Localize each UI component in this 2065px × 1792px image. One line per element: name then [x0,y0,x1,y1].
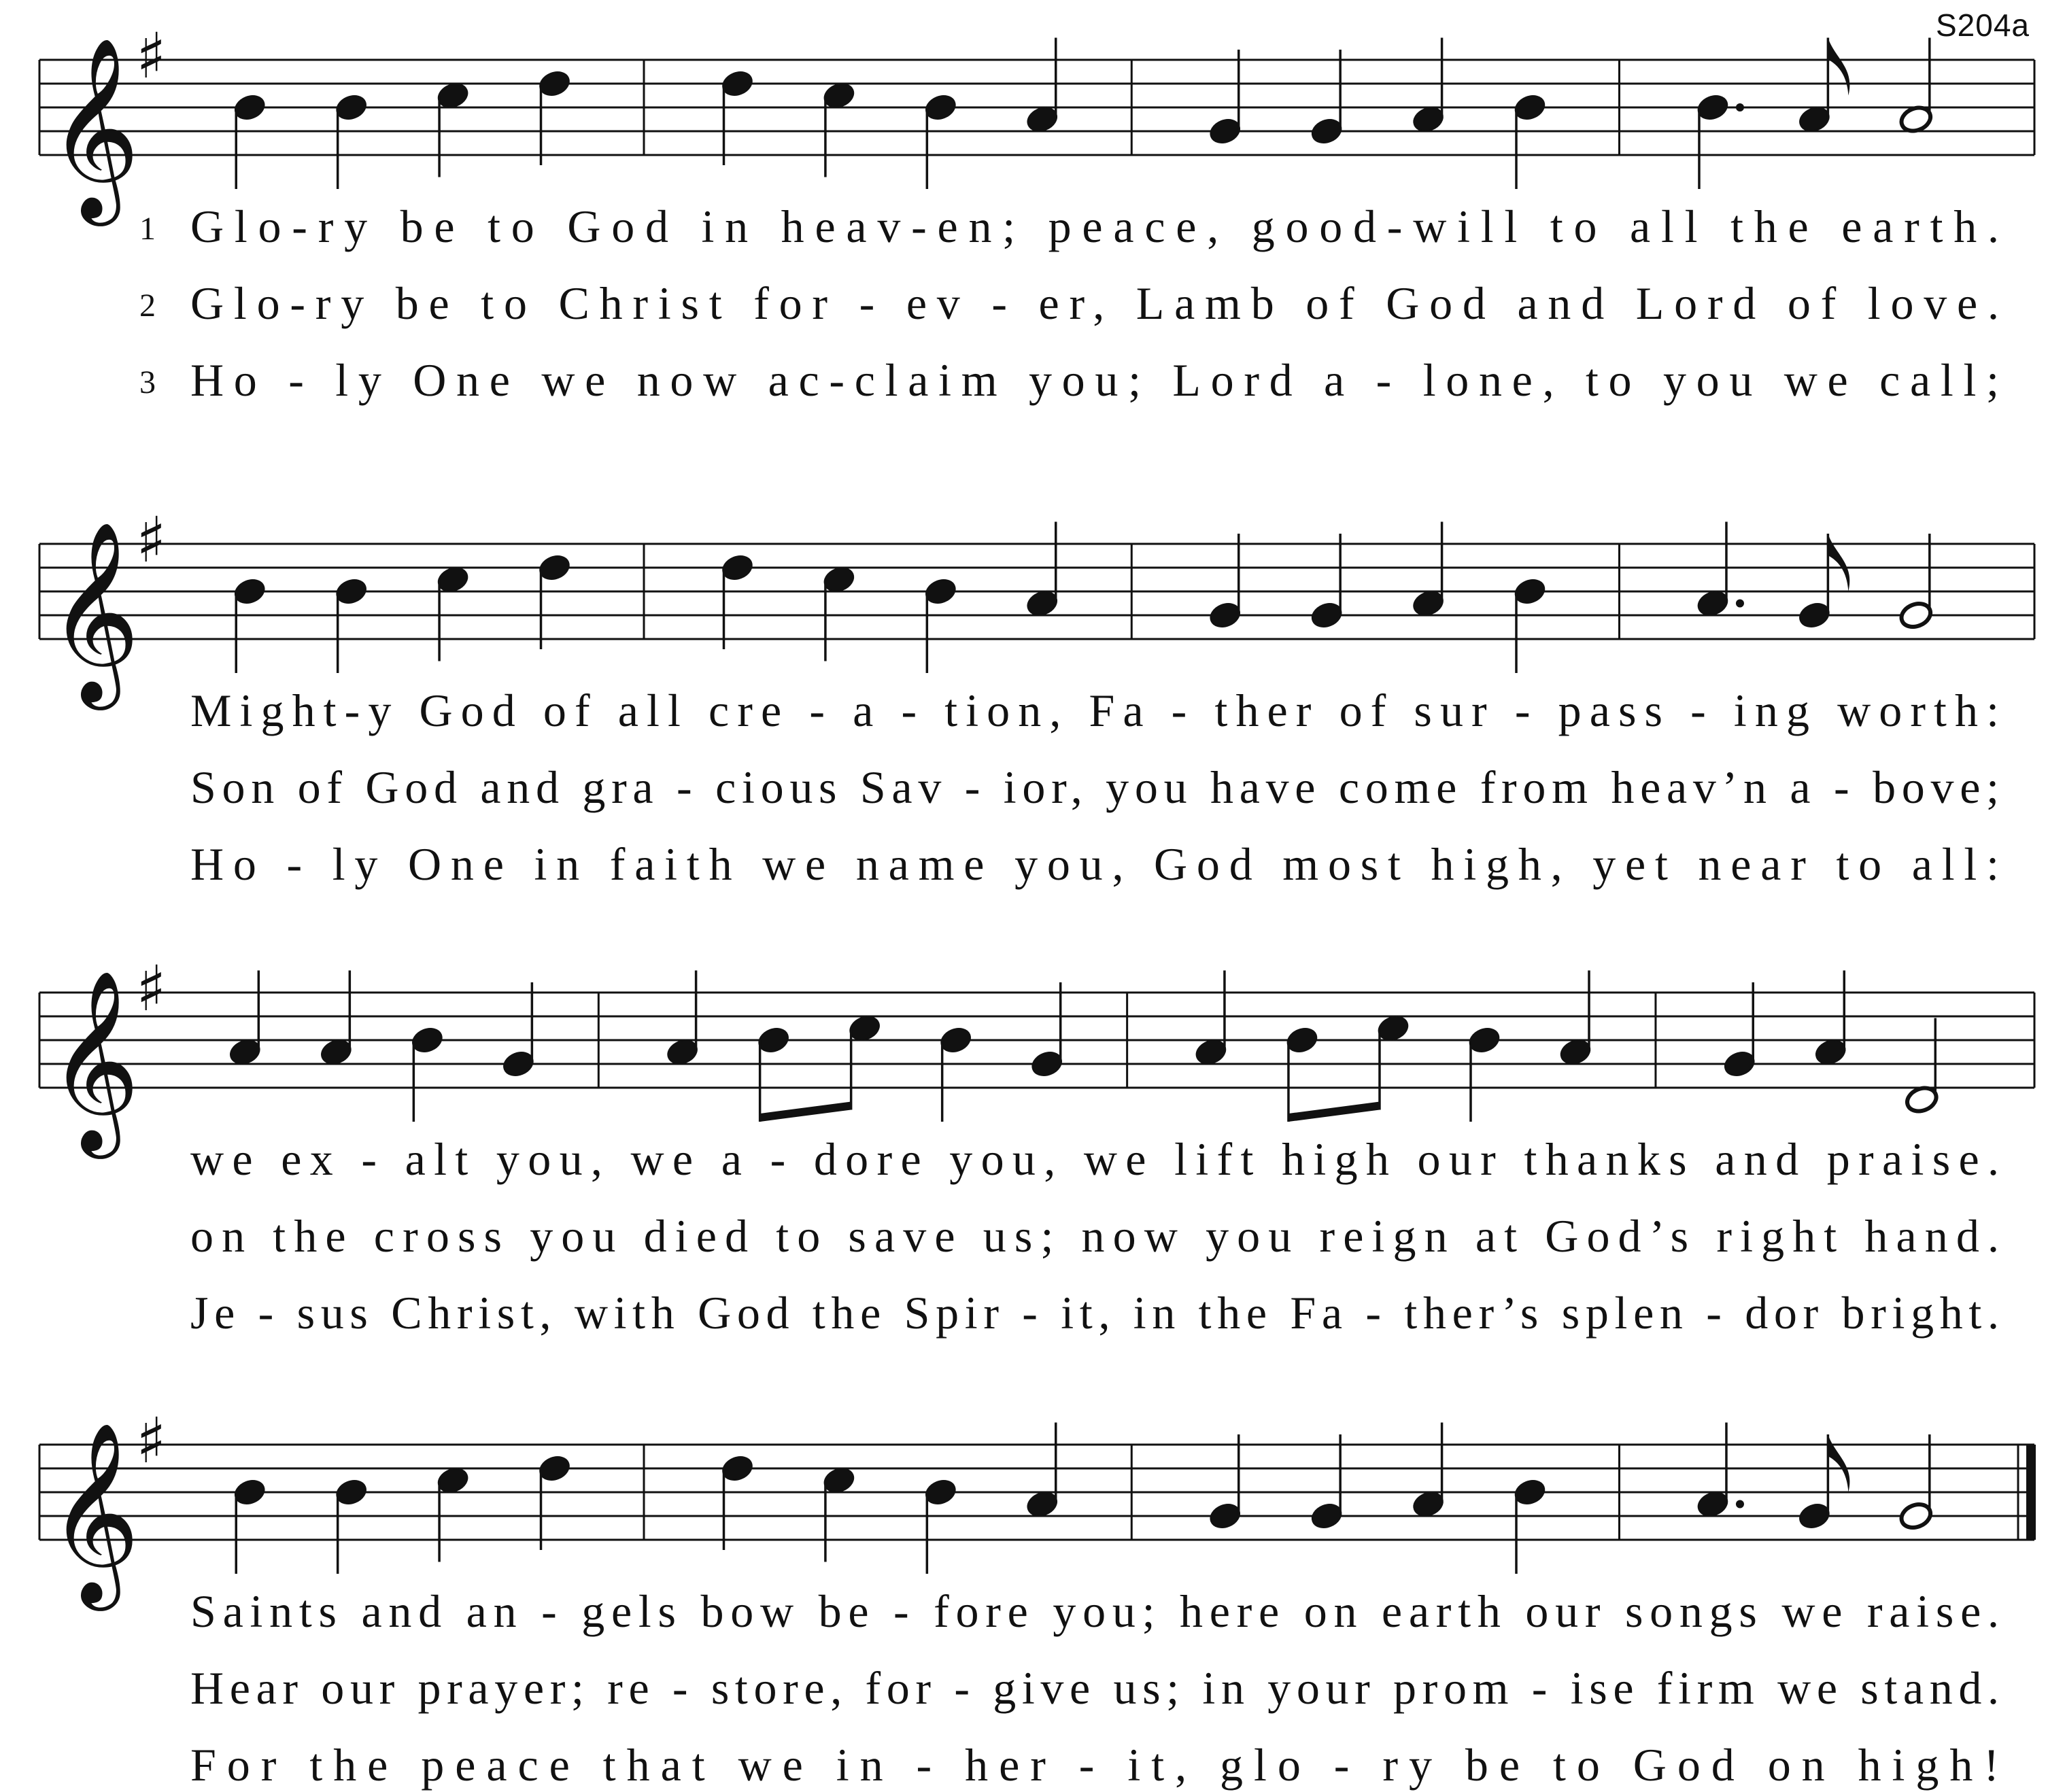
verse-number: 2 [139,288,156,324]
lyric-line: Son of God and gra - cious Sav - ior, you have come from heav’n a - bove; [190,761,1999,813]
treble-clef-icon: 𝄞 [48,37,140,218]
key-signature-sharp-icon: ♯ [136,1405,167,1477]
treble-clef-icon: 𝄞 [48,521,140,702]
verse-number: 3 [139,364,156,400]
treble-clef-icon: 𝄞 [48,969,140,1151]
treble-clef-icon: 𝄞 [48,1421,140,1603]
final-barline-thick [2026,1445,2036,1540]
lyric-line: Glo-ry be to Christ for - ev - er, Lamb of God and Lord of love. [190,277,1999,329]
lyric-line: Ho - ly One in faith we name you, God most high, yet near to all: [190,838,1999,890]
augmentation-dot [1736,1500,1744,1509]
eighth-flag [1828,38,1849,96]
lyric-line: on the cross you died to save us; now you reign at God’s right hand. [190,1210,2000,1262]
lyric-line: Saints and an - gels bow be - fore you; here on earth our songs we raise. [190,1585,2000,1637]
eighth-beam [1289,1102,1380,1122]
eighth-beam [760,1102,851,1122]
lyric-line: Glo-ry be to God in heav-en; peace, good-will to all the earth. [190,201,1999,252]
augmentation-dot [1736,103,1744,111]
hymn-number: S204a [1935,7,2030,43]
lyric-line: Ho - ly One we now ac-claim you; Lord a - lone, to you we call; [190,354,1999,406]
verse-number: 1 [139,211,156,247]
music-system [39,504,2034,890]
lyric-line: Might-y God of all cre - a - tion, Fa - ther of sur - pass - ing worth: [190,685,1999,736]
key-signature-sharp-icon: ♯ [136,504,167,576]
key-signature-sharp-icon: ♯ [136,20,167,92]
music-system [39,1405,2036,1791]
eighth-flag [1828,1434,1849,1492]
eighth-flag [1828,534,1849,591]
key-signature-sharp-icon: ♯ [136,952,167,1025]
lyric-line: For the peace that we in - her - it, glo - ry be to God on high! [190,1739,2000,1791]
lyric-line: Hear our prayer; re - store, for - give us; in your prom - ise firm we stand. [190,1662,1999,1714]
augmentation-dot [1736,600,1744,608]
music-system [39,20,2034,406]
lyric-line: we ex - alt you, we a - dore you, we lift high our thanks and praise. [190,1133,1999,1185]
lyric-line: Je - sus Christ, with God the Spir - it, in the Fa - ther’s splen - dor bright. [190,1287,1999,1339]
music-system [39,952,2034,1339]
